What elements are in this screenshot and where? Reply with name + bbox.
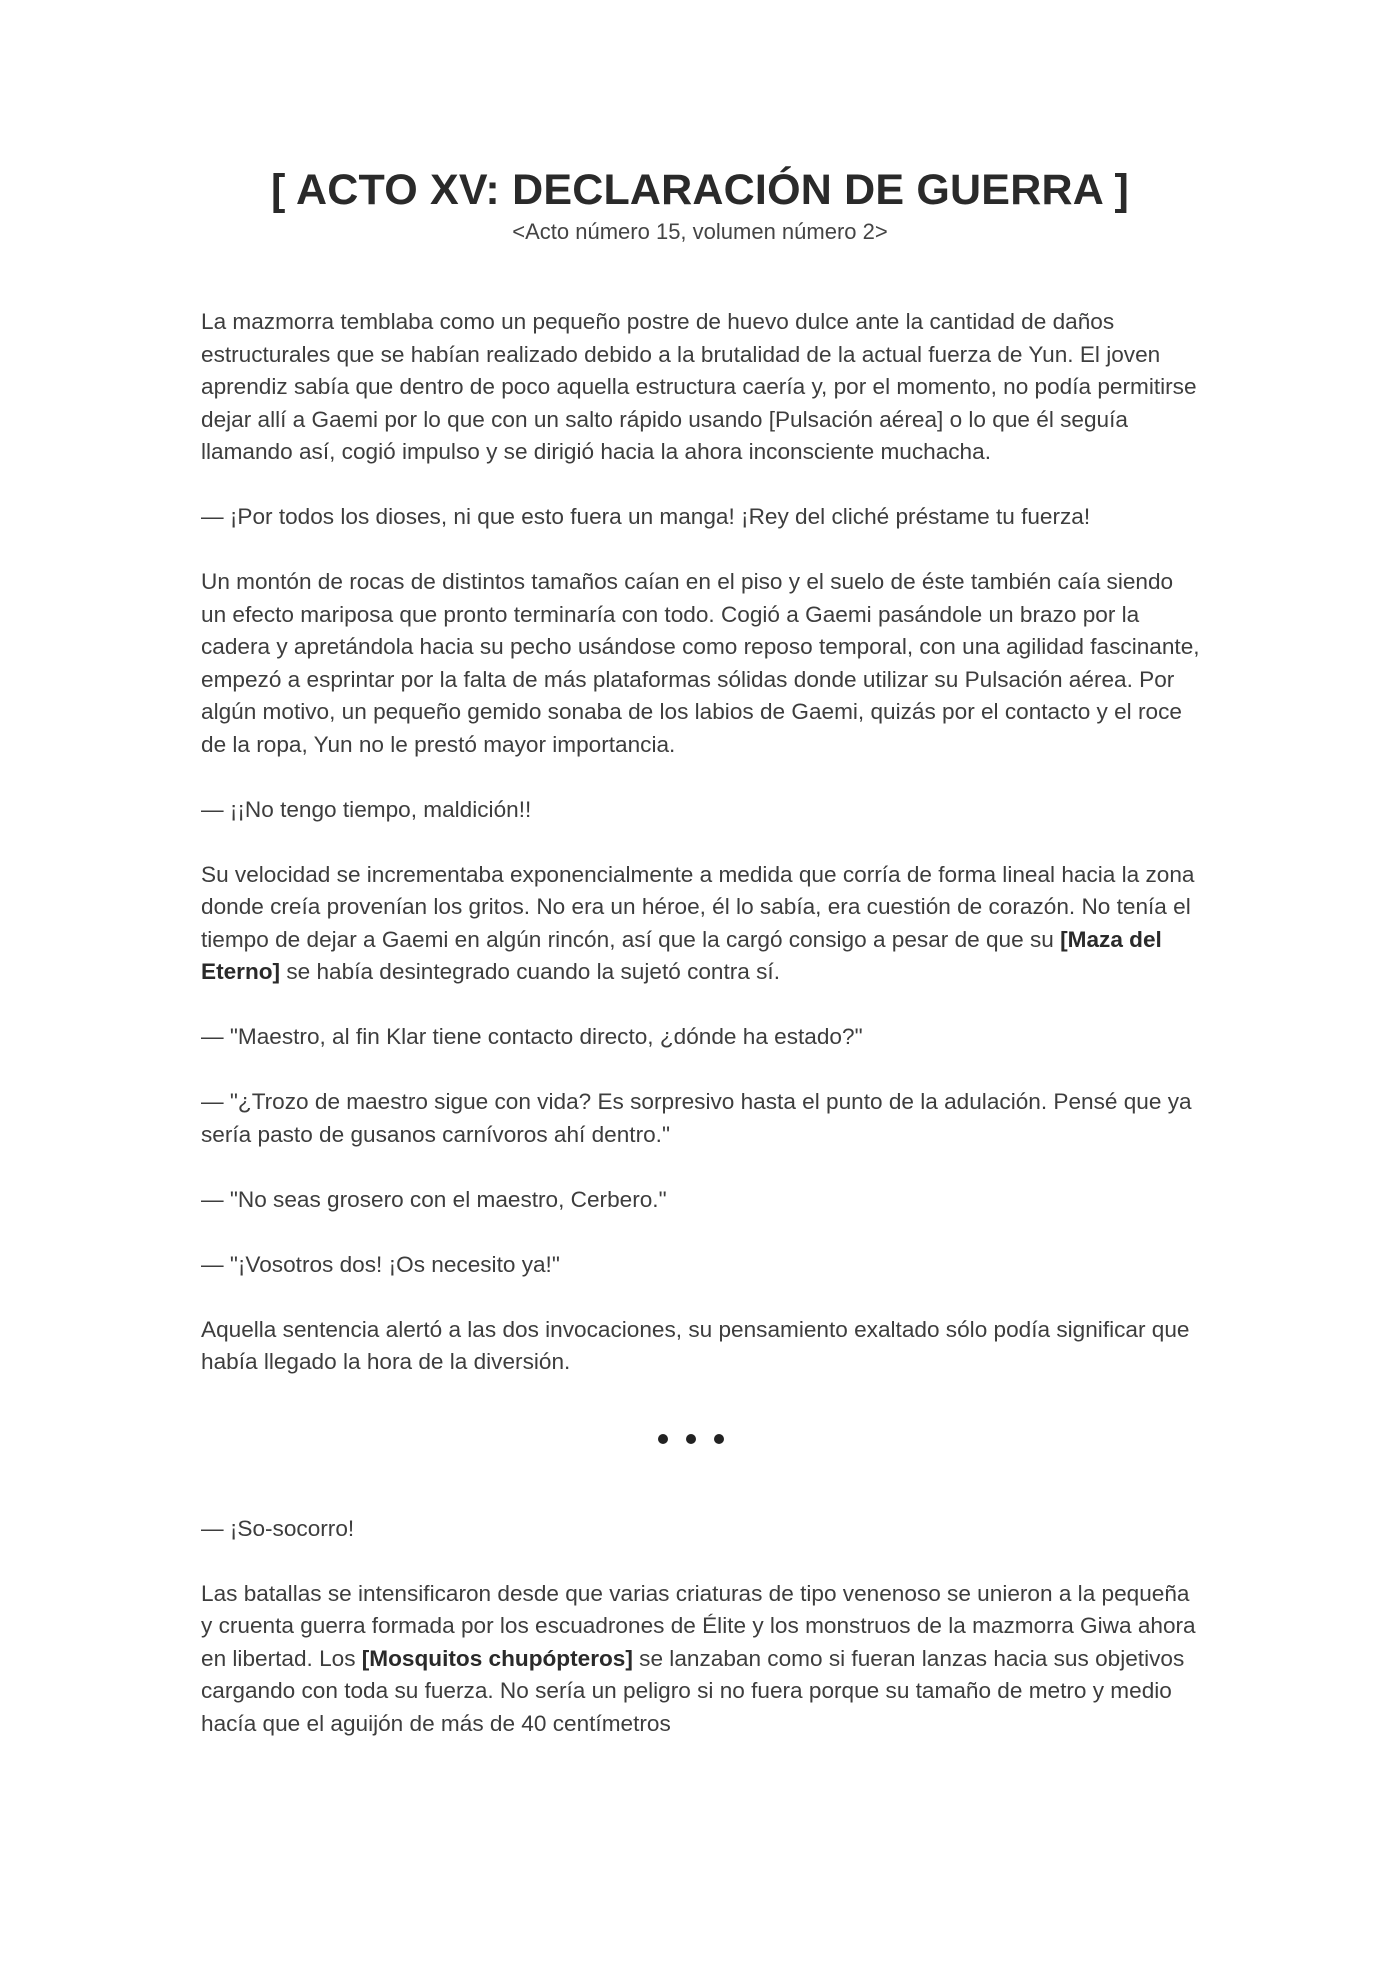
paragraph: La mazmorra temblaba como un pequeño postre de huevo dulce ante la cantidad de daños estructurales que se habían realizado debido a la brutalidad de la actual fuerza de Yun. El joven aprendiz sabía que dentro de poco aquella estructura caería y, por el momento, no podía permitirse dejar allí a Gaemi por lo que con un salto rápido usando [Pulsación aérea] o lo que él seguía llamando así, cogió impulso y se dirigió hacia la ahora inconsciente muchacha. xyxy=(201,309,1197,464)
dot-icon xyxy=(686,1434,696,1444)
chapter-subtitle: <Acto número 15, volumen número 2> xyxy=(512,219,888,244)
dialogue-line: — "¡Vosotros dos! ¡Os necesito ya!" xyxy=(201,1251,560,1277)
paragraph: Un montón de rocas de distintos tamaños caían en el piso y el suelo de éste también caía siendo un efecto mariposa que pronto terminaría con todo. Cogió a Gaemi pasándole un brazo por la cadera y apretándola hacia su pecho usándose como reposo temporal, con una agilidad fascinante, empezó a esprintar por la falta de más plataformas sólidas donde utilizar su Pulsación aérea. Por algún motivo, un pequeño gemido sonaba de los labios de Gaemi, quizás por el contacto y el roce de la ropa, Yun no le prestó mayor importancia. xyxy=(201,569,1200,757)
paragraph-text: Las batallas se intensificaron desde que varias criaturas de tipo venenoso se unieron a la pequeña y cruenta guerra formada por los escuadrones de Élite y los monstruos de la mazmorra Giwa ahora en libertad. Los xyxy=(201,1580,1196,1671)
paragraph-text: se había desintegrado cuando la sujetó contra sí. xyxy=(280,959,780,984)
creature-name: [Mosquitos chupópteros] xyxy=(361,1645,633,1671)
paragraph xyxy=(201,1578,1201,1741)
dialogue-line: — "Maestro, al fin Klar tiene contacto directo, ¿dónde ha estado?" xyxy=(201,1024,863,1049)
chapter-title: [ ACTO XV: DECLARACIÓN DE GUERRA ] xyxy=(270,166,1130,214)
paragraph-text: Su velocidad se incrementaba exponencialmente a medida que corría de forma lineal hacia la zona donde creía provenían los gritos. No era un héroe, él lo sabía, era cuestión de corazón. No tenía el tiempo de dejar a Gaemi en algún rincón, así que la cargó consigo a pesar de que su xyxy=(201,861,1195,952)
item-name: [Maza del Eterno] xyxy=(201,926,1162,984)
dialogue-line: — ¡Por todos los dioses, ni que esto fuera un manga! ¡Rey del cliché préstame tu fuerza! xyxy=(201,504,1091,529)
document-body xyxy=(201,306,1201,1773)
scene-separator xyxy=(191,1421,1191,1441)
paragraph: Aquella sentencia alertó a las dos invocaciones, su pensamiento exaltado sólo podía significar que había llegado la hora de la diversión. xyxy=(201,1316,1190,1374)
dot-icon xyxy=(714,1434,724,1444)
dialogue-line: — "No seas grosero con el maestro, Cerbero." xyxy=(201,1186,667,1212)
dialogue-line: — ¡So-socorro! xyxy=(201,1515,355,1541)
paragraph xyxy=(201,859,1201,989)
dialogue-line: — "¿Trozo de maestro sigue con vida? Es sorpresivo hasta el punto de la adulación. Pensé que ya sería pasto de gusanos carnívoros ahí dentro." xyxy=(201,1089,1192,1147)
paragraph-text: se lanzaban como si fueran lanzas hacia sus objetivos cargando con toda su fuerza. No sería un peligro si no fuera porque su tamaño de metro y medio hacía que el aguijón de más de 40 centímetros xyxy=(201,1645,1185,1736)
dialogue-line: — ¡¡No tengo tiempo, maldición!! xyxy=(201,796,532,822)
dot-icon xyxy=(658,1434,668,1444)
